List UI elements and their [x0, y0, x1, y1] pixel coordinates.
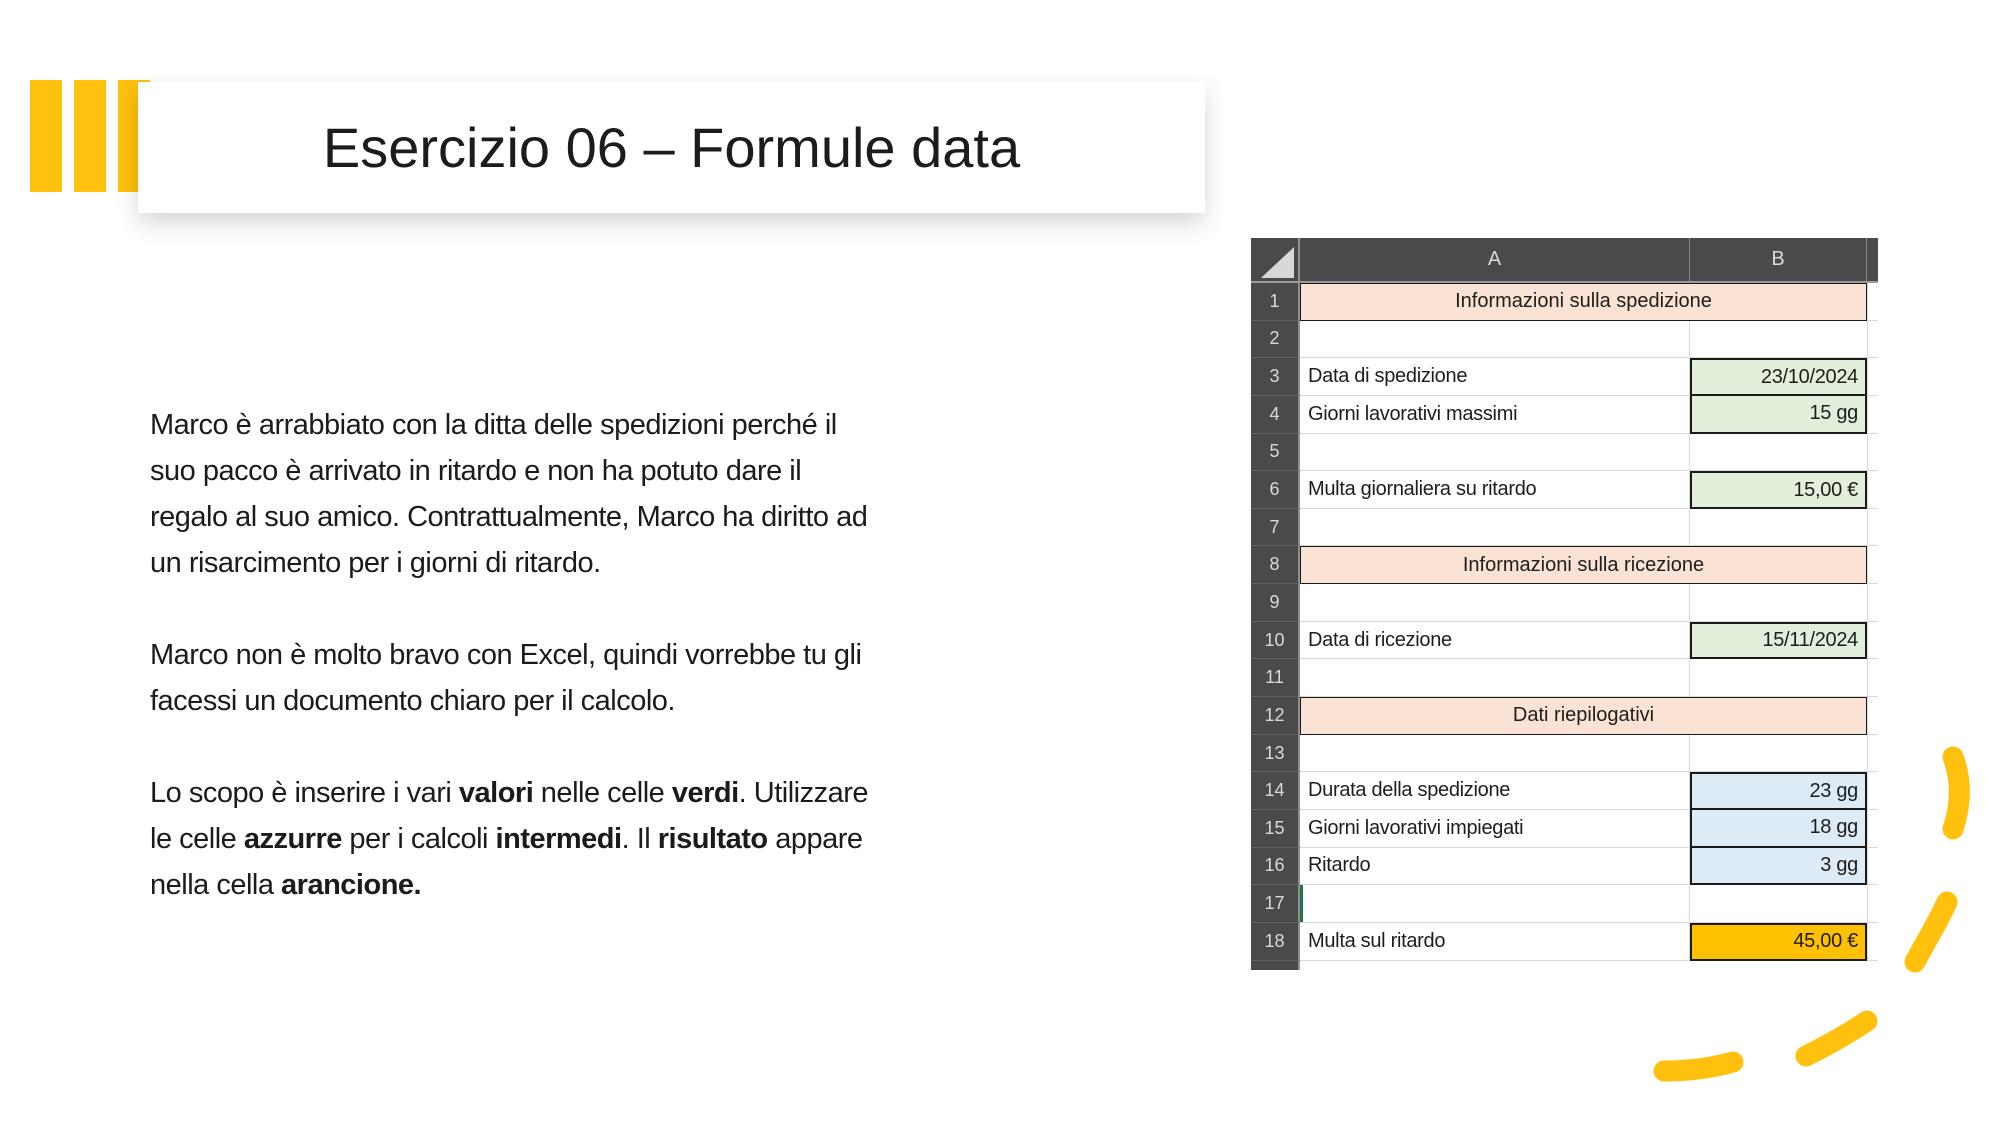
sheet-row [1251, 546, 1878, 584]
sheet-body [1251, 283, 1878, 961]
cell-a: Data di spedizione [1300, 358, 1690, 396]
cell-b [1690, 885, 1867, 923]
cell-b: 23 gg [1690, 772, 1867, 810]
row-header: 8 [1251, 546, 1300, 584]
title-card [138, 82, 1205, 213]
cell-c-sliver [1867, 584, 1878, 622]
sheet-row [1251, 509, 1878, 547]
dash-stroke [1806, 1021, 1867, 1056]
row-header: 4 [1251, 396, 1300, 434]
dash-stroke [1953, 757, 1959, 829]
select-all-corner [1251, 238, 1300, 283]
text-line: Lo scopo è inserire i vari valori nelle celle verdi. Utilizzare [150, 777, 869, 809]
text-line: un risarcimento per i giorni di ritardo. [150, 547, 601, 579]
section-header-cell: Dati riepilogativi [1300, 697, 1867, 735]
cell-a: Giorni lavorativi massimi [1300, 396, 1690, 434]
text-line: suo pacco è arrivato in ritardo e non ha potuto dare il [150, 455, 802, 487]
sheet-row [1251, 772, 1878, 810]
row-header: 3 [1251, 358, 1300, 396]
row-header: 6 [1251, 471, 1300, 509]
column-header-row [1251, 238, 1878, 283]
column-header-a: A [1300, 238, 1690, 283]
cell-a [1300, 509, 1690, 547]
cell-c-sliver [1867, 622, 1878, 660]
cell-b: 45,00 € [1690, 923, 1867, 961]
sheet-row [1251, 923, 1878, 961]
row-header: 10 [1251, 622, 1300, 660]
sheet-row [1251, 358, 1878, 396]
cell-a: Ritardo [1300, 848, 1690, 886]
cell-a: Multa giornaliera su ritardo [1300, 471, 1690, 509]
cell-a [1300, 735, 1690, 773]
cell-c-sliver [1867, 885, 1878, 923]
cell-c-sliver [1867, 509, 1878, 547]
cell-c-sliver [1867, 546, 1878, 584]
row-header: 9 [1251, 584, 1300, 622]
column-header-c-sliver [1867, 238, 1878, 283]
cell-c-sliver [1867, 923, 1878, 961]
cell-c-sliver [1867, 321, 1878, 359]
sheet-row [1251, 735, 1878, 773]
cell-a: Data di ricezione [1300, 622, 1690, 660]
paragraph [150, 770, 868, 908]
cell-c-sliver [1867, 434, 1878, 472]
cell-b [1690, 735, 1867, 773]
sheet-row [1251, 697, 1878, 735]
dash-stroke [1664, 1062, 1733, 1071]
cell-b: 15,00 € [1690, 471, 1867, 509]
row-header: 7 [1251, 509, 1300, 547]
sheet-row [1251, 885, 1878, 923]
section-header-cell: Informazioni sulla ricezione [1300, 546, 1867, 584]
dash-stroke [1915, 902, 1947, 962]
cell-a [1300, 434, 1690, 472]
cell-c-sliver [1867, 810, 1878, 848]
cell-a: Giorni lavorativi impiegati [1300, 810, 1690, 848]
row-header: 2 [1251, 321, 1300, 359]
cell-b: 18 gg [1690, 810, 1867, 848]
row-header: 1 [1251, 283, 1300, 321]
body-text [150, 402, 868, 954]
cell-a-active [1300, 885, 1690, 923]
cell-c-sliver [1867, 283, 1878, 321]
cell-a [1300, 659, 1690, 697]
sheet-row [1251, 283, 1878, 321]
sheet-row [1251, 584, 1878, 622]
cell-c-sliver [1867, 396, 1878, 434]
text-line: regalo al suo amico. Contrattualmente, Marco ha diritto ad [150, 501, 868, 533]
row-header: 17 [1251, 885, 1300, 923]
text-line: Marco non è molto bravo con Excel, quindi vorrebbe tu gli [150, 639, 862, 671]
text-line: le celle azzurre per i calcoli intermedi. Il risultato appare [150, 823, 863, 855]
spreadsheet [1251, 238, 1878, 970]
row-header: 5 [1251, 434, 1300, 472]
sheet-row [1251, 471, 1878, 509]
text-line: Marco è arrabbiato con la ditta delle spedizioni perché il [150, 409, 837, 441]
paragraph [150, 402, 868, 586]
cell-b: 3 gg [1690, 848, 1867, 886]
cell-b: 23/10/2024 [1690, 358, 1867, 396]
cell-b [1690, 321, 1867, 359]
sheet-row [1251, 622, 1878, 660]
section-header-cell: Informazioni sulla spedizione [1300, 283, 1867, 321]
row-header: 13 [1251, 735, 1300, 773]
cell-c-sliver [1867, 772, 1878, 810]
cell-a [1300, 321, 1690, 359]
cell-a [1300, 584, 1690, 622]
row-19-sliver [1251, 961, 1878, 970]
row-header: 16 [1251, 848, 1300, 886]
text-line: nella cella arancione. [150, 869, 422, 901]
cell-b: 15/11/2024 [1690, 622, 1867, 660]
slide-title: Esercizio 06 – Formule data [322, 116, 1021, 179]
sheet-row [1251, 848, 1878, 886]
row-header: 15 [1251, 810, 1300, 848]
cell-c-sliver [1867, 735, 1878, 773]
row-header: 14 [1251, 772, 1300, 810]
cell-c-sliver [1867, 848, 1878, 886]
cell-c-sliver [1867, 697, 1878, 735]
text-line: facessi un documento chiaro per il calcolo. [150, 685, 675, 717]
select-all-triangle-icon [1261, 247, 1294, 278]
sheet-row [1251, 396, 1878, 434]
row-header: 11 [1251, 659, 1300, 697]
cell-c-sliver [1867, 471, 1878, 509]
cell-a: Durata della spedizione [1300, 772, 1690, 810]
sheet-row [1251, 321, 1878, 359]
accent-bar [30, 80, 62, 192]
cell-b: 15 gg [1690, 396, 1867, 434]
cell-a: Multa sul ritardo [1300, 923, 1690, 961]
accent-bar [74, 80, 106, 192]
cell-b [1690, 509, 1867, 547]
row-header [1251, 961, 1300, 970]
column-header-b: B [1690, 238, 1867, 283]
cell-c-sliver [1867, 358, 1878, 396]
cell-b [1690, 659, 1867, 697]
row-header: 12 [1251, 697, 1300, 735]
sheet-row [1251, 659, 1878, 697]
cell-b [1690, 434, 1867, 472]
sheet-row [1251, 810, 1878, 848]
row-header: 18 [1251, 923, 1300, 961]
cell-b [1690, 584, 1867, 622]
cell-c-sliver [1867, 659, 1878, 697]
sheet-row [1251, 434, 1878, 472]
paragraph [150, 632, 868, 724]
